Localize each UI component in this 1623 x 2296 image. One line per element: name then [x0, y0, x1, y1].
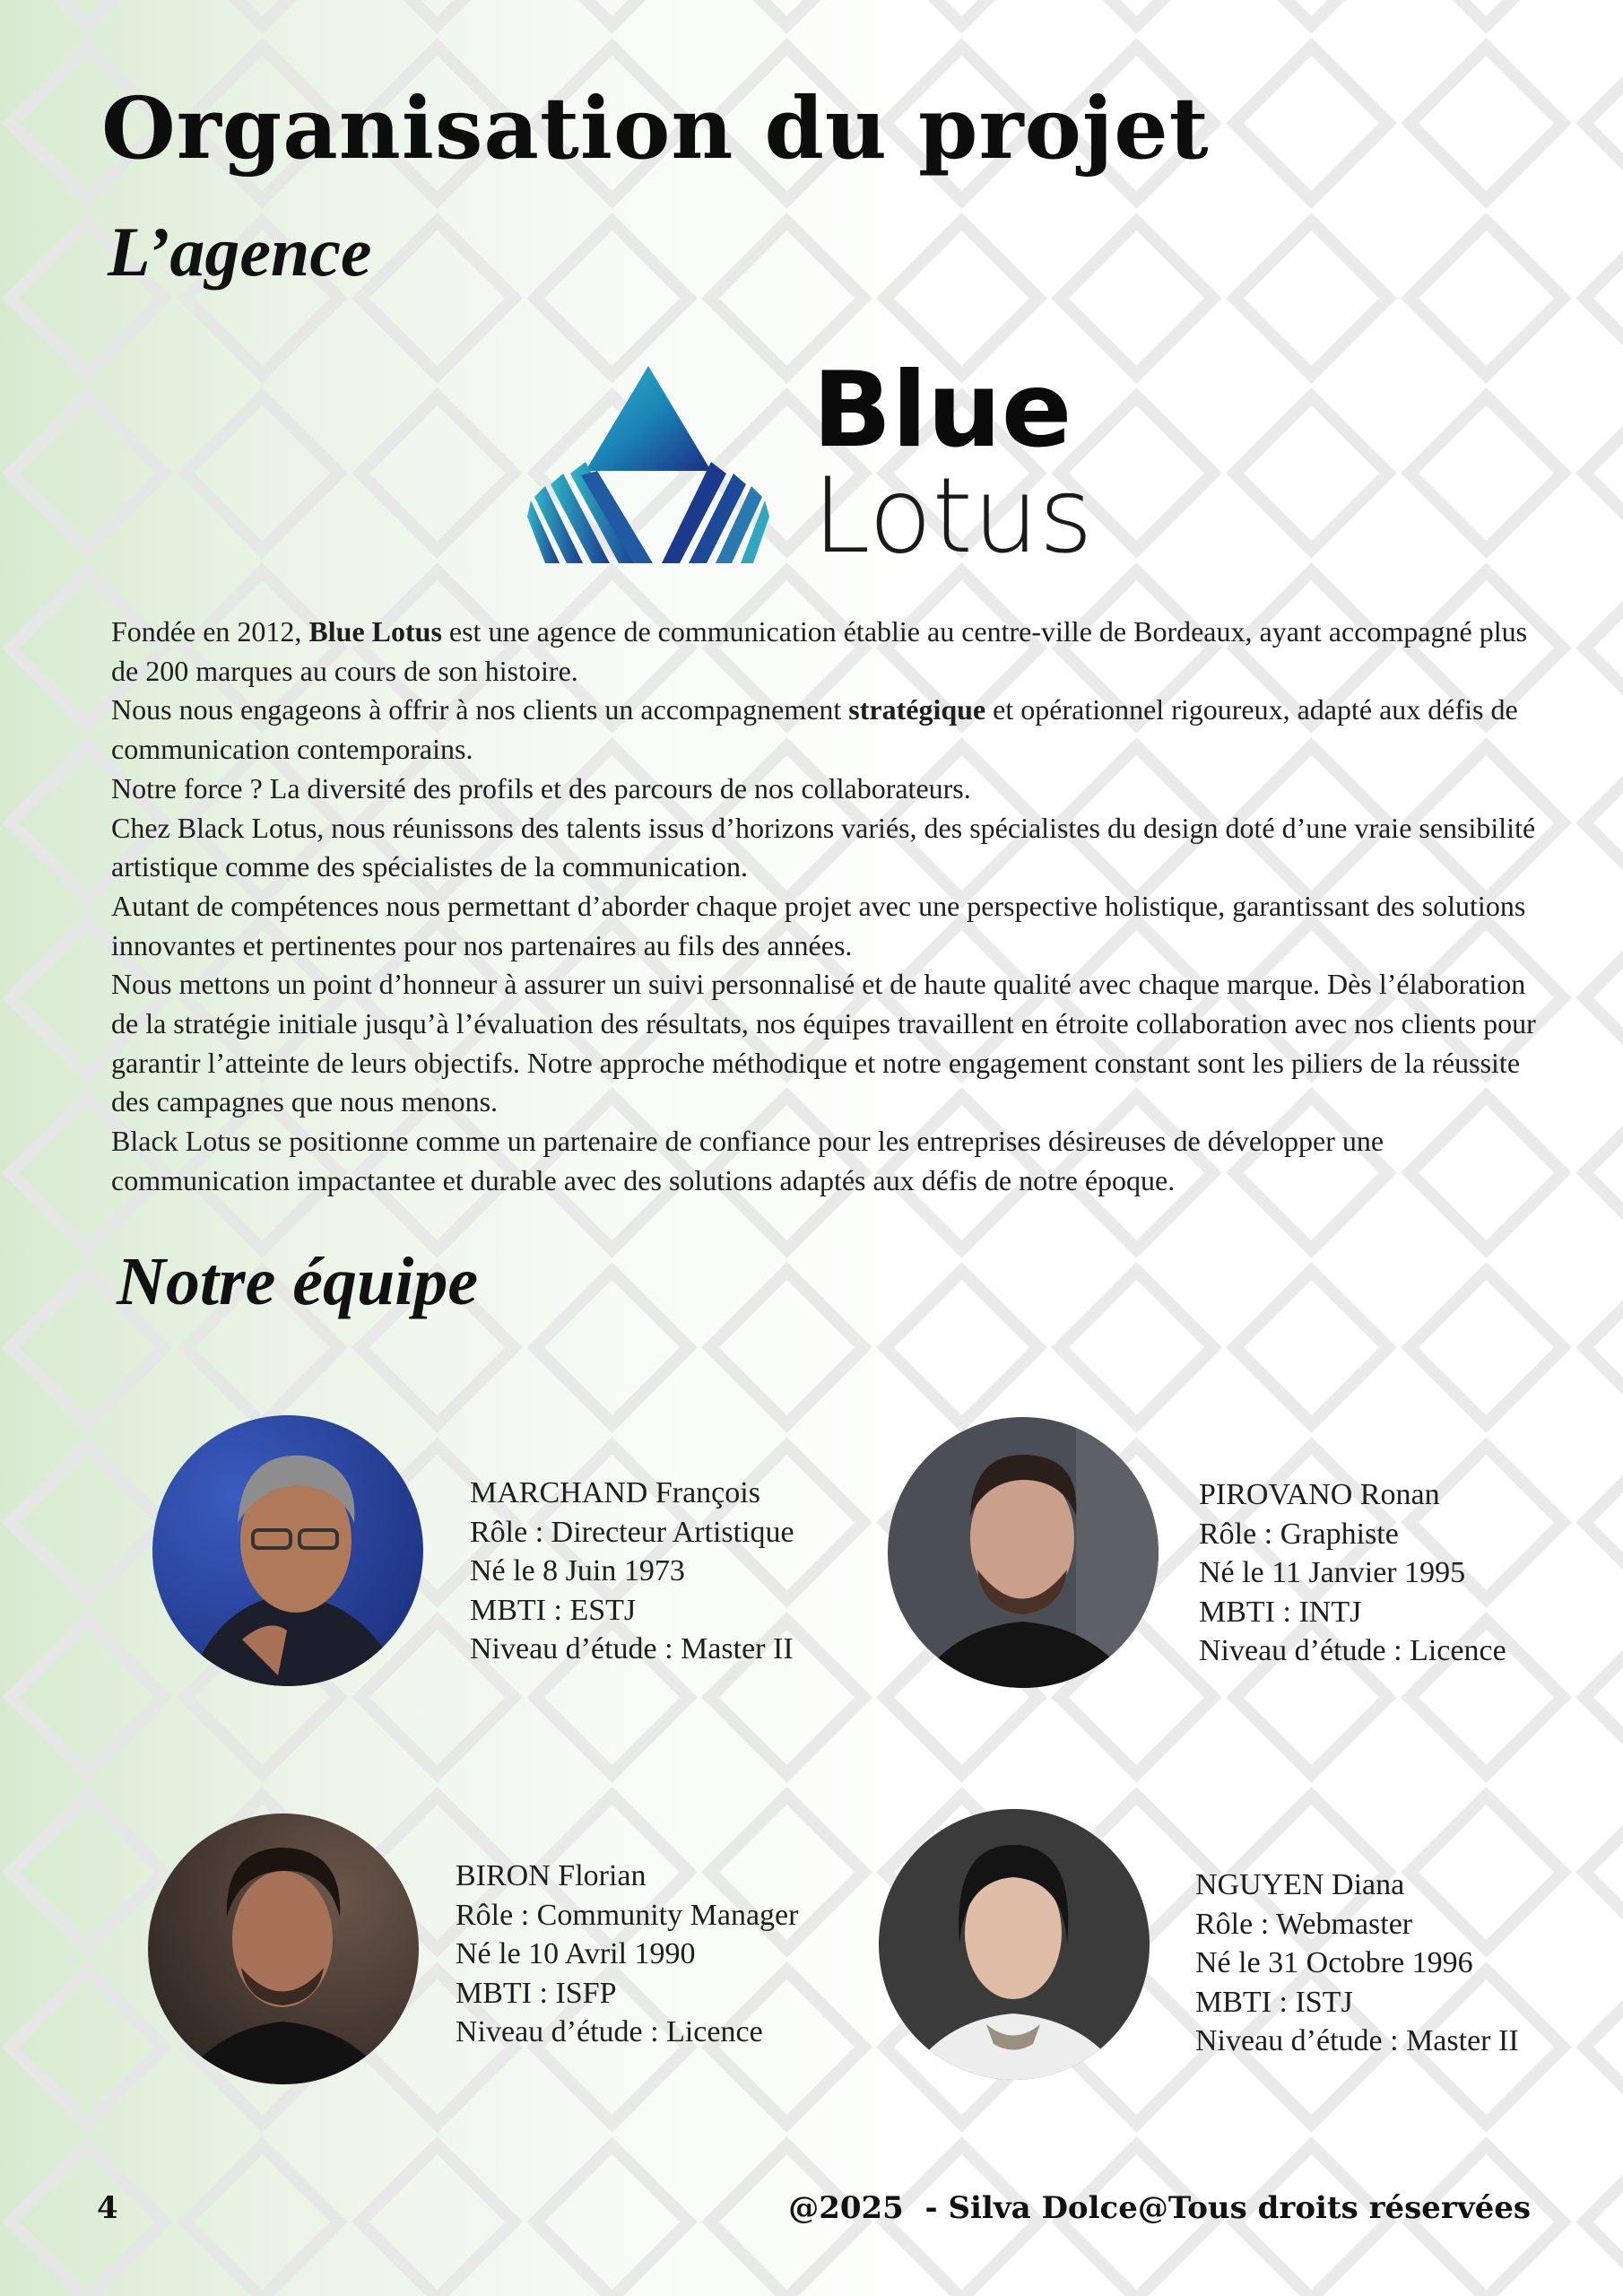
- portrait-photo: [152, 1415, 423, 1686]
- member-role: Rôle : Graphiste: [1199, 1517, 1399, 1551]
- team-heading: Notre équipe: [117, 1244, 479, 1319]
- agency-description: [111, 613, 1546, 1201]
- intro-text: Fondée en 2012,: [111, 615, 309, 648]
- member-education: Niveau d’étude : Master II: [470, 1632, 794, 1665]
- agency-name: Blue Lotus: [308, 615, 442, 648]
- intro-text: et opérationnel rigoureux, adapté aux défis de communication contemporains.: [111, 693, 1518, 766]
- intro-paragraph: Nous mettons un point d’honneur à assurer un suivi personnalisé et de haute qualité avec chaque marque. Dès l’élaboration de la stratégie initiale jusqu’à l’évaluation des résultats, nos équipes travaillent en étroite collaboration avec nos clients pour garantir l’atteinte de leurs objectifs. Notre approche méthodique et notre engagement constant sont les piliers de la réussite des campagnes que nous menons.: [111, 968, 1536, 1118]
- intro-text: est une agence de communication établie au centre-ville de Bordeaux, ayant accompagné plus de 200 marques au cours de son histoire.: [111, 615, 1528, 687]
- logo-text-blue: Blue: [812, 350, 1072, 471]
- member-name: BIRON Florian: [456, 1859, 647, 1892]
- emphasis-word: stratégique: [848, 693, 986, 726]
- member-birthdate: Né le 10 Avril 1990: [456, 1937, 696, 1970]
- member-name: NGUYEN Diana: [1195, 1868, 1405, 1901]
- portrait-photo: [148, 1813, 419, 2084]
- intro-paragraph: Autant de compétences nous permettant d’aborder chaque projet avec une perspective holistique, garantissant des solutions innovantes et pertinentes pour nos partenaires au fils des années.: [111, 889, 1526, 961]
- avatar: [888, 1417, 1159, 1688]
- avatar: [152, 1415, 423, 1686]
- member-role: Rôle : Webmaster: [1195, 1907, 1413, 1941]
- member-role: Rôle : Community Manager: [456, 1898, 799, 1932]
- copyright-footer: @2025 - Silva Dolce@Tous droits réservées: [788, 2190, 1531, 2226]
- member-mbti: MBTI : ISTJ: [1195, 1985, 1353, 2019]
- team-member-card: [470, 1474, 794, 1669]
- member-education: Niveau d’étude : Master II: [1195, 2024, 1519, 2057]
- portrait-photo: [879, 1809, 1150, 2080]
- member-role: Rôle : Directeur Artistique: [470, 1515, 794, 1549]
- intro-paragraph: [111, 613, 1546, 691]
- logo-text-lotus: Lotus: [812, 456, 1093, 577]
- page-title: Organisation du projet: [101, 79, 1210, 178]
- member-birthdate: Né le 31 Octobre 1996: [1195, 1946, 1473, 1979]
- page-number: 4: [97, 2190, 118, 2226]
- portrait-photo: [888, 1417, 1159, 1688]
- member-birthdate: Né le 8 Juin 1973: [470, 1554, 685, 1587]
- member-name: PIROVANO Ronan: [1199, 1478, 1440, 1511]
- member-mbti: MBTI : ISFP: [456, 1976, 617, 2010]
- avatar: [148, 1813, 419, 2084]
- intro-paragraph: Notre force ? La diversité des profils et des parcours de nos collaborateurs.: [111, 771, 971, 804]
- avatar: [879, 1809, 1150, 2080]
- intro-paragraph: Chez Black Lotus, nous réunissons des talents issus d’horizons variés, des spécialistes du design doté d’une vraie sensibilité artistique comme des spécialistes de la communication.: [111, 811, 1536, 883]
- team-member-card: [1195, 1866, 1519, 2061]
- member-education: Niveau d’étude : Licence: [456, 2015, 763, 2048]
- lotus-logo-icon: [527, 359, 769, 567]
- member-mbti: MBTI : ESTJ: [470, 1593, 637, 1627]
- member-mbti: MBTI : INTJ: [1199, 1595, 1362, 1629]
- intro-text: Nous nous engageons à offrir à nos clients un accompagnement: [111, 693, 849, 726]
- team-member-card: [1199, 1475, 1506, 1671]
- member-birthdate: Né le 11 Janvier 1995: [1199, 1556, 1466, 1589]
- intro-paragraph: [111, 691, 1546, 769]
- team-member-card: [456, 1857, 798, 2052]
- member-name: MARCHAND François: [470, 1476, 760, 1509]
- company-logo: [527, 350, 1101, 577]
- member-education: Niveau d’étude : Licence: [1199, 1634, 1506, 1667]
- section-subtitle: L’agence: [108, 213, 372, 291]
- intro-paragraph: Black Lotus se positionne comme un partenaire de confiance pour les entreprises désireuses de développer une communication impactantee et durable avec des solutions adaptés aux défis de notre époque.: [111, 1125, 1384, 1196]
